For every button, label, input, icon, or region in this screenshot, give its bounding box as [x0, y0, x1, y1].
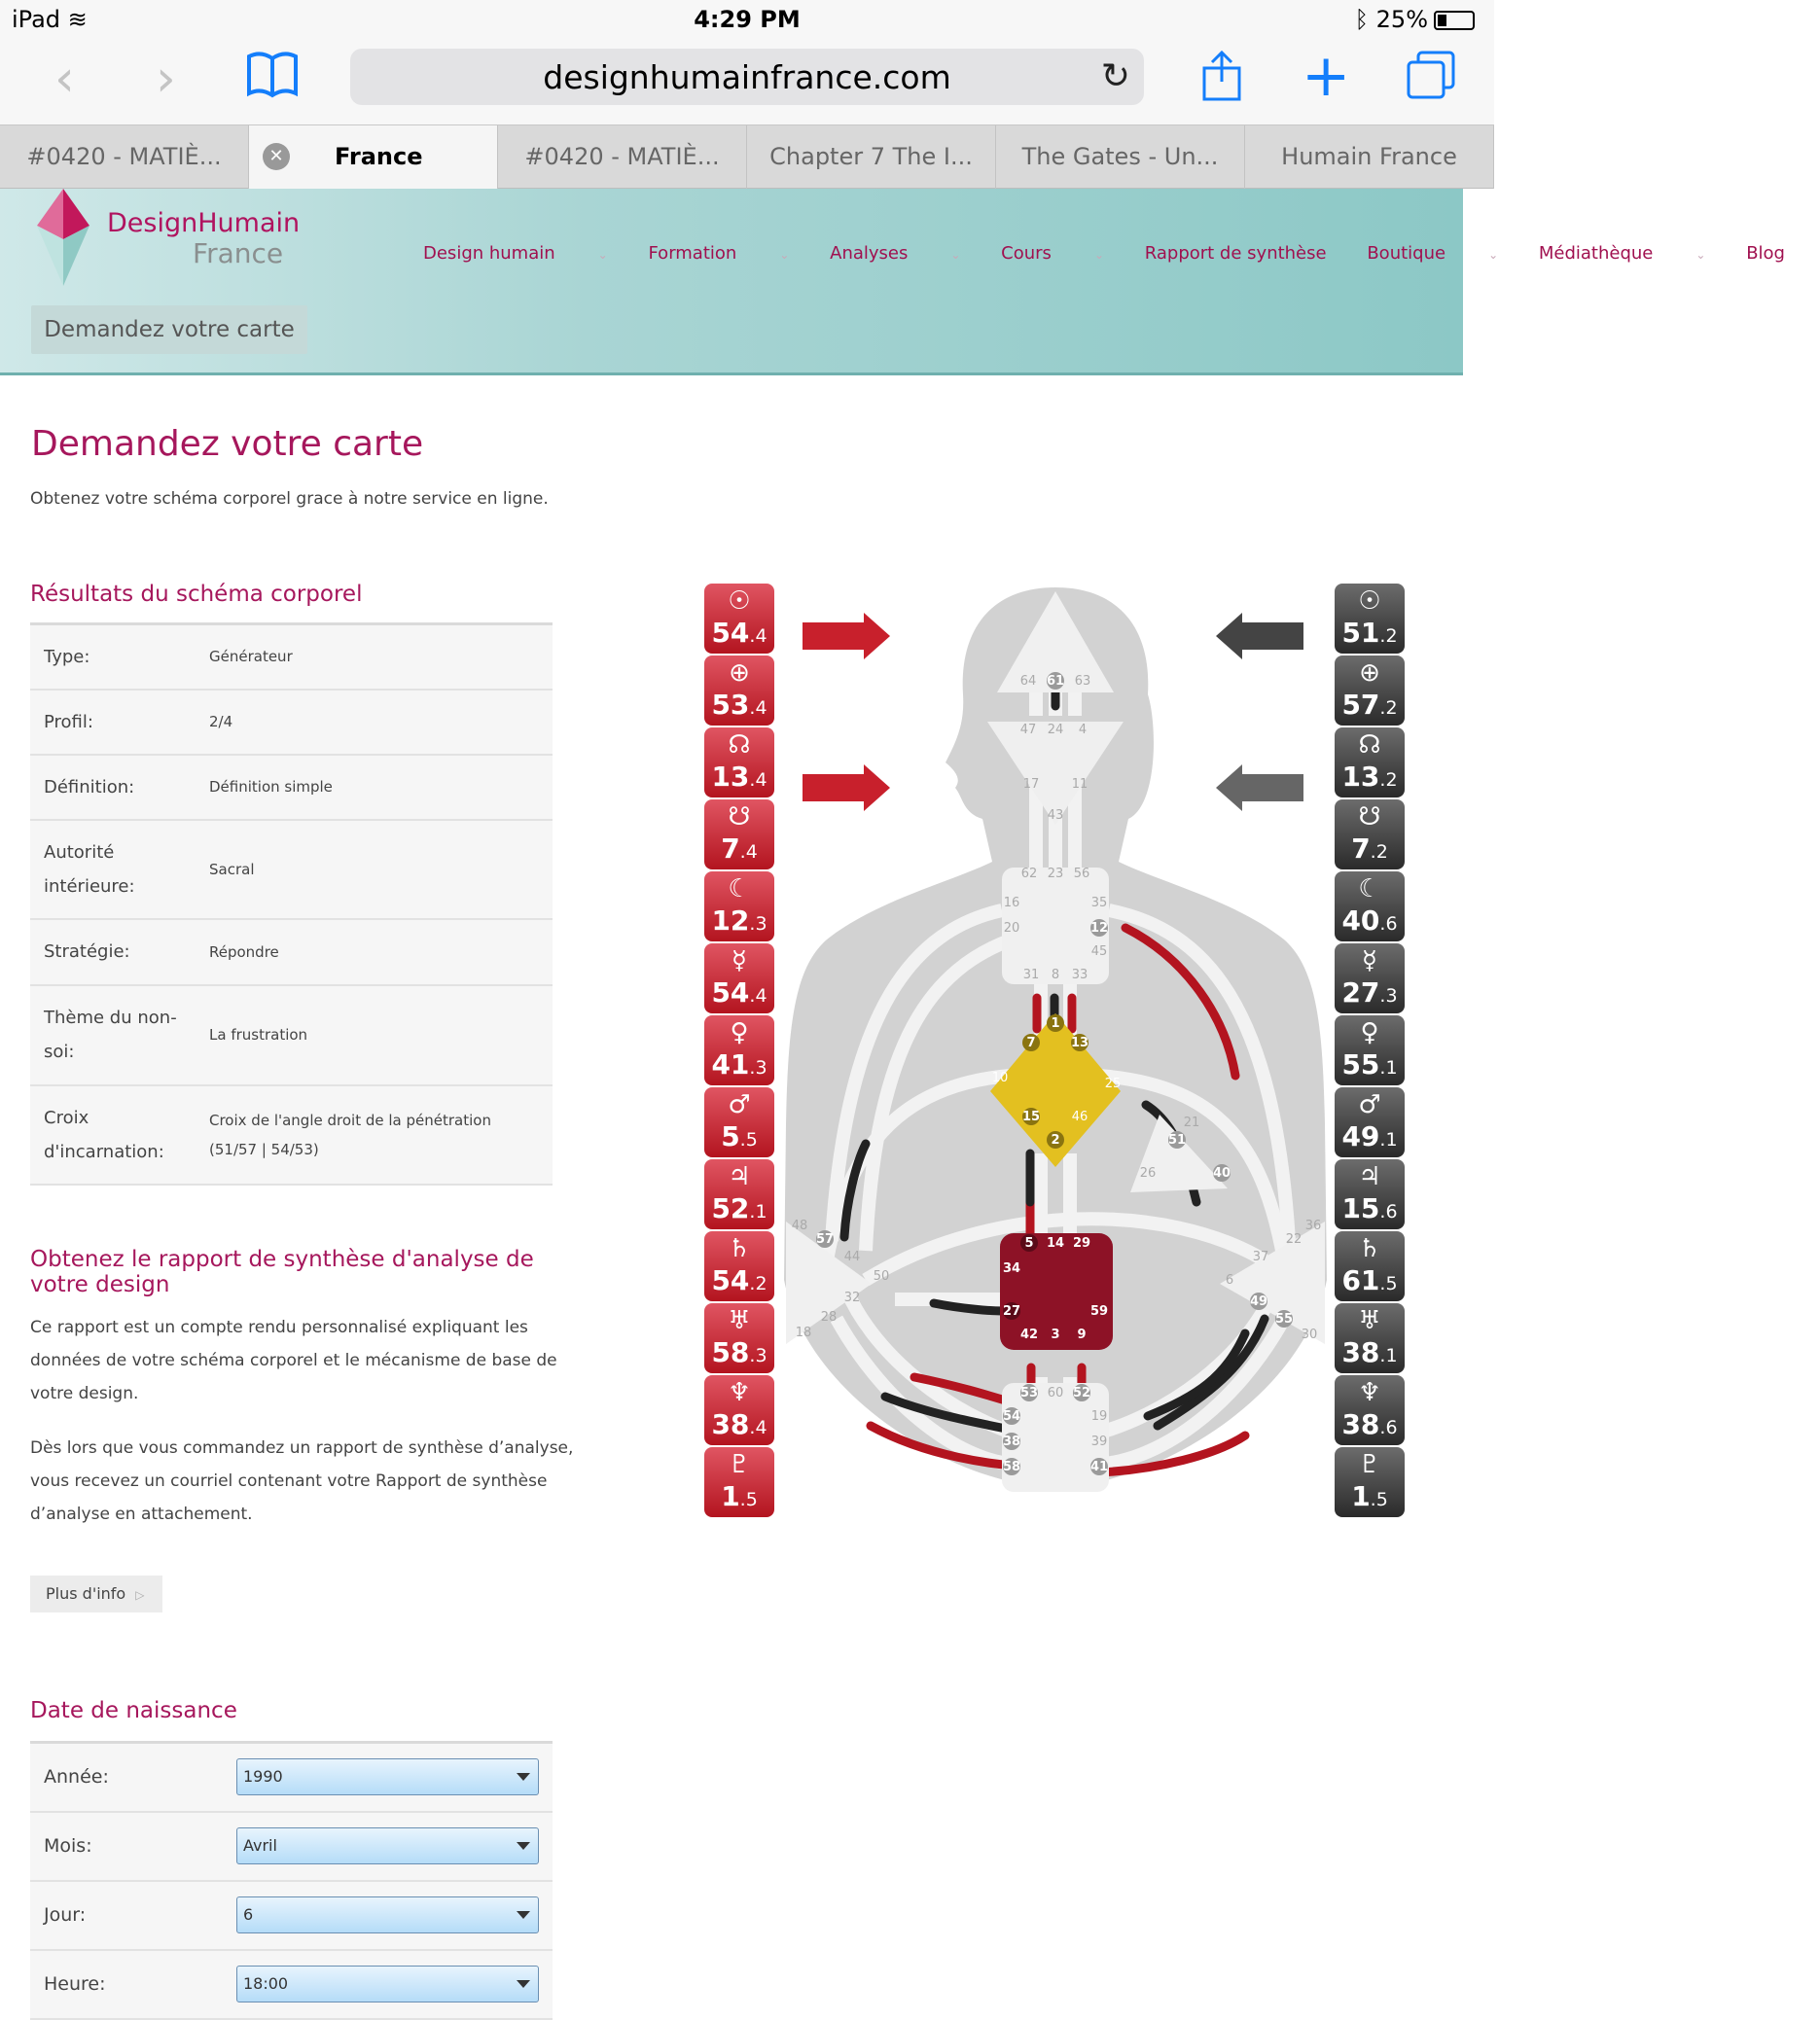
planet-glyph-icon: ♆ — [728, 1378, 751, 1407]
gate-line: 1.5 — [721, 1480, 758, 1512]
gate-line: 38.6 — [1341, 1408, 1398, 1440]
planet-glyph-icon: ☉ — [728, 586, 751, 616]
form-row — [30, 1743, 553, 1812]
battery-icon — [1434, 11, 1475, 30]
gate-47: 47 — [1019, 723, 1037, 737]
tabs-icon[interactable] — [1405, 49, 1457, 112]
row-value: Générateur — [205, 624, 553, 690]
close-tab-icon[interactable]: ✕ — [263, 143, 290, 170]
gate-60: 60 — [1047, 1386, 1064, 1400]
design-arrow-bottom — [803, 764, 890, 811]
tab-3[interactable]: #0420 - MATIÈ... — [498, 125, 747, 189]
gate-42: 42 — [1019, 1328, 1039, 1342]
tab-5[interactable]: The Gates - Un... — [996, 125, 1245, 189]
gate-19: 19 — [1090, 1409, 1108, 1424]
gate-28: 28 — [820, 1310, 838, 1325]
row-value: 2/4 — [205, 690, 553, 755]
gate-48: 48 — [791, 1219, 808, 1233]
brand-name: DesignHumain — [107, 208, 301, 238]
row-value: Sacral — [205, 820, 553, 919]
planet-glyph-icon: ☿ — [732, 946, 747, 975]
planet-glyph-icon: ♅ — [728, 1306, 751, 1335]
gate-40: 40 — [1212, 1166, 1231, 1181]
row-value: Définition simple — [205, 755, 553, 820]
gate-line: 7.2 — [1351, 833, 1388, 865]
gate-26: 26 — [1139, 1166, 1157, 1181]
gate-3: 3 — [1051, 1328, 1060, 1342]
gate-9: 9 — [1077, 1328, 1087, 1342]
wifi-icon: ≋ — [67, 6, 88, 33]
table-row — [30, 1085, 553, 1185]
gate-line: 58.3 — [711, 1336, 767, 1368]
day-select[interactable]: 6 — [236, 1896, 539, 1933]
row-label: Définition: — [30, 755, 205, 820]
page-intro: Obtenez votre schéma corporel grace à notre service en ligne. — [30, 489, 549, 509]
gate-53: 53 — [1019, 1386, 1039, 1400]
gate-44: 44 — [843, 1250, 861, 1264]
planet-glyph-icon: ♆ — [1358, 1378, 1381, 1407]
back-icon[interactable]: ‹ — [54, 50, 75, 108]
gate-5: 5 — [1024, 1236, 1034, 1251]
field-label: Heure: — [30, 1950, 223, 2019]
gate-line: 41.3 — [711, 1048, 767, 1081]
gate-line: 55.1 — [1341, 1048, 1398, 1081]
gate-15: 15 — [1021, 1110, 1041, 1124]
report-paragraph: Dès lors que vous commandez un rapport de synthèse d’analyse, vous recevez un courriel contenant votre Rapport de synthèse d’analyse en attachement. — [30, 1438, 574, 1524]
clock: 4:29 PM — [694, 6, 801, 33]
form-row — [30, 1881, 553, 1950]
gate-54: 54 — [1002, 1409, 1021, 1424]
gate-line: 13.2 — [1341, 761, 1398, 793]
brand-subtitle: France — [193, 237, 284, 269]
menu-mediatheque[interactable]: Médiathèque ⌄ — [1538, 243, 1706, 264]
menu-cours[interactable]: Cours ⌄ — [1001, 243, 1105, 264]
year-select[interactable]: 1990 — [236, 1758, 539, 1795]
planet-glyph-icon: ⊕ — [1359, 658, 1380, 688]
tab-active[interactable]: ✕ France — [249, 125, 498, 189]
form-row — [30, 1950, 553, 2019]
field-label: Jour: — [30, 1881, 223, 1950]
play-icon: ▷ — [135, 1588, 145, 1602]
gate-11: 11 — [1071, 777, 1088, 792]
menu-design-humain[interactable]: Design humain ⌄ — [423, 243, 608, 264]
gate-line: 52.1 — [711, 1192, 767, 1224]
gate-line: 54.4 — [711, 617, 767, 649]
share-icon[interactable] — [1200, 49, 1243, 114]
gate-61: 61 — [1046, 674, 1065, 689]
planet-glyph-icon: ☿ — [1362, 946, 1377, 975]
gate-line: 54.2 — [711, 1264, 767, 1296]
month-select[interactable]: Avril — [236, 1827, 539, 1864]
gate-line: 40.6 — [1341, 904, 1398, 937]
report-paragraph: Ce rapport est un compte rendu personnalisé expliquant les données de votre schéma corporel et le mécanisme de base de votre design. — [30, 1318, 557, 1403]
gate-23: 23 — [1047, 867, 1064, 881]
gate-6: 6 — [1225, 1273, 1234, 1288]
main-menu — [423, 243, 1820, 264]
menu-rapport[interactable]: Rapport de synthèse — [1144, 243, 1327, 264]
status-bar — [0, 0, 1494, 39]
planet-glyph-icon: ♂ — [728, 1090, 751, 1119]
gate-line: 61.5 — [1341, 1264, 1398, 1296]
hour-select[interactable]: 18:00 — [236, 1966, 539, 2002]
design-arrow-top — [803, 613, 890, 659]
bodygraph — [700, 580, 1410, 1523]
menu-boutique[interactable]: Boutique ⌄ — [1367, 243, 1499, 264]
gate-4: 4 — [1078, 723, 1088, 737]
gate-50: 50 — [873, 1269, 890, 1284]
gate-51: 51 — [1167, 1133, 1187, 1148]
row-label: Thème du non-soi: — [30, 985, 205, 1085]
gate-line: 7.4 — [721, 833, 758, 865]
gate-line: 13.4 — [711, 761, 767, 793]
gate-34: 34 — [1002, 1261, 1021, 1276]
url-text: designhumainfrance.com — [543, 58, 951, 96]
tab-1[interactable]: #0420 - MATIÈ... — [0, 125, 249, 189]
gate-line: 57.2 — [1341, 689, 1398, 721]
planet-glyph-icon: ☊ — [1358, 730, 1381, 760]
request-chart-button[interactable]: Demandez votre carte — [31, 305, 307, 354]
gate-30: 30 — [1301, 1328, 1318, 1342]
gate-12: 12 — [1089, 921, 1109, 936]
gate-45: 45 — [1090, 944, 1108, 959]
gate-line: 1.5 — [1351, 1480, 1388, 1512]
row-value: La frustration — [205, 985, 553, 1085]
bookmarks-icon[interactable] — [245, 49, 300, 110]
table-row — [30, 624, 553, 690]
bluetooth-icon: ᛒ — [1354, 6, 1370, 33]
gate-37: 37 — [1252, 1250, 1269, 1264]
gate-14: 14 — [1046, 1236, 1065, 1251]
gate-41: 41 — [1089, 1460, 1109, 1474]
planet-glyph-icon: ⊕ — [729, 658, 750, 688]
gate-52: 52 — [1072, 1386, 1091, 1400]
site-header — [0, 189, 1785, 375]
gate-line: 54.4 — [711, 976, 767, 1009]
planet-glyph-icon: ♀ — [730, 1018, 749, 1047]
gate-39: 39 — [1090, 1435, 1108, 1449]
gate-line: 49.1 — [1341, 1120, 1398, 1152]
planet-glyph-icon: ☋ — [728, 802, 751, 832]
menu-formation[interactable]: Formation ⌄ — [648, 243, 790, 264]
gate-58: 58 — [1002, 1460, 1021, 1474]
planet-glyph-icon: ☊ — [728, 730, 751, 760]
gate-line: 5.5 — [721, 1120, 758, 1152]
row-label: Profil: — [30, 690, 205, 755]
gate-25: 25 — [1104, 1077, 1122, 1091]
gate-29: 29 — [1072, 1236, 1091, 1251]
gate-49: 49 — [1249, 1294, 1268, 1309]
gate-1: 1 — [1051, 1016, 1060, 1031]
tab-bar — [0, 124, 1494, 189]
gate-17: 17 — [1022, 777, 1040, 792]
gate-55: 55 — [1274, 1312, 1294, 1327]
gate-43: 43 — [1047, 808, 1064, 823]
planet-glyph-icon: ☋ — [1358, 802, 1381, 832]
row-value: Répondre — [205, 919, 553, 985]
new-tab-icon[interactable]: + — [1302, 42, 1351, 110]
personality-arrow-bottom — [1216, 764, 1303, 811]
gate-13: 13 — [1070, 1036, 1089, 1050]
planet-glyph-icon: ♅ — [1358, 1306, 1381, 1335]
planet-glyph-icon: ☾ — [728, 874, 751, 904]
device-name: iPad ≋ — [12, 6, 88, 33]
planet-glyph-icon: ♃ — [728, 1162, 751, 1191]
gate-33: 33 — [1071, 968, 1088, 982]
page-title: Demandez votre carte — [31, 424, 424, 464]
table-row — [30, 690, 553, 755]
row-value: Croix de l'angle droit de la pénétration (51/57 | 54/53) — [205, 1085, 553, 1185]
table-row — [30, 985, 553, 1085]
gate-line: 38.1 — [1341, 1336, 1398, 1368]
gate-line: 12.3 — [711, 904, 767, 937]
gate-line: 27.3 — [1341, 976, 1398, 1009]
field-label: Mois: — [30, 1812, 223, 1881]
gate-32: 32 — [843, 1291, 861, 1305]
planet-glyph-icon: ☾ — [1358, 874, 1381, 904]
results-heading: Résultats du schéma corporel — [30, 582, 363, 607]
tab-6[interactable]: Humain France — [1245, 125, 1494, 189]
gate-line: 53.4 — [711, 689, 767, 721]
row-label: Stratégie: — [30, 919, 205, 985]
dropdown-arrow-icon — [517, 1842, 530, 1850]
gate-35: 35 — [1090, 896, 1108, 910]
gate-56: 56 — [1073, 867, 1090, 881]
birth-form — [30, 1741, 553, 2020]
forward-icon[interactable]: › — [156, 50, 176, 108]
gate-36: 36 — [1304, 1219, 1322, 1233]
gate-2: 2 — [1051, 1133, 1060, 1148]
results-table — [30, 622, 553, 1186]
planet-glyph-icon: ♇ — [1358, 1450, 1381, 1479]
gate-31: 31 — [1022, 968, 1040, 982]
reload-icon[interactable]: ↻ — [1100, 56, 1130, 96]
menu-blog[interactable]: Blog — [1746, 243, 1785, 264]
gate-27: 27 — [1002, 1304, 1021, 1319]
gate-57: 57 — [815, 1232, 835, 1247]
table-row — [30, 755, 553, 820]
dropdown-arrow-icon — [517, 1773, 530, 1781]
planet-glyph-icon: ♇ — [728, 1450, 751, 1479]
gate-line: 38.4 — [711, 1408, 767, 1440]
birth-heading: Date de naissance — [30, 1698, 237, 1723]
row-label: Autorité intérieure: — [30, 820, 205, 919]
planet-glyph-icon: ♄ — [1358, 1234, 1381, 1263]
battery-status: ᛒ 25% — [1355, 6, 1475, 33]
planet-glyph-icon: ☉ — [1358, 586, 1381, 616]
gate-38: 38 — [1002, 1435, 1021, 1449]
bodygraph-figure — [700, 580, 1410, 1523]
report-heading: Obtenez le rapport de synthèse d'analyse de votre design — [30, 1247, 534, 1297]
gate-10: 10 — [991, 1071, 1009, 1085]
dropdown-arrow-icon — [517, 1911, 530, 1919]
form-row — [30, 1812, 553, 1881]
gate-46: 46 — [1071, 1110, 1088, 1124]
logo-icon[interactable] — [29, 189, 97, 286]
table-row — [30, 919, 553, 985]
gate-62: 62 — [1020, 867, 1038, 881]
gate-21: 21 — [1183, 1116, 1200, 1130]
more-info-button[interactable]: Plus d'info ▷ — [30, 1576, 162, 1612]
field-label: Année: — [30, 1743, 223, 1812]
planet-glyph-icon: ♀ — [1360, 1018, 1379, 1047]
planet-glyph-icon: ♄ — [728, 1234, 751, 1263]
planet-glyph-icon: ♃ — [1358, 1162, 1381, 1191]
gate-63: 63 — [1074, 674, 1091, 689]
gate-24: 24 — [1047, 723, 1064, 737]
gate-8: 8 — [1051, 968, 1060, 982]
row-label: Type: — [30, 624, 205, 690]
gate-line: 15.6 — [1341, 1192, 1398, 1224]
personality-arrow-top — [1216, 613, 1303, 659]
table-row — [30, 820, 553, 919]
tab-4[interactable]: Chapter 7 The I... — [747, 125, 996, 189]
planet-glyph-icon: ♂ — [1358, 1090, 1381, 1119]
gate-20: 20 — [1003, 921, 1020, 936]
dropdown-arrow-icon — [517, 1980, 530, 1988]
gate-16: 16 — [1003, 896, 1020, 910]
address-bar[interactable] — [350, 49, 1144, 105]
gate-7: 7 — [1026, 1036, 1036, 1050]
gate-line: 51.2 — [1341, 617, 1398, 649]
gate-22: 22 — [1285, 1232, 1303, 1247]
gate-64: 64 — [1019, 674, 1037, 689]
gate-18: 18 — [795, 1326, 812, 1340]
gate-59: 59 — [1089, 1304, 1109, 1319]
row-label: Croix d'incarnation: — [30, 1085, 205, 1185]
browser-toolbar — [0, 39, 1494, 124]
menu-analyses[interactable]: Analyses ⌄ — [830, 243, 961, 264]
